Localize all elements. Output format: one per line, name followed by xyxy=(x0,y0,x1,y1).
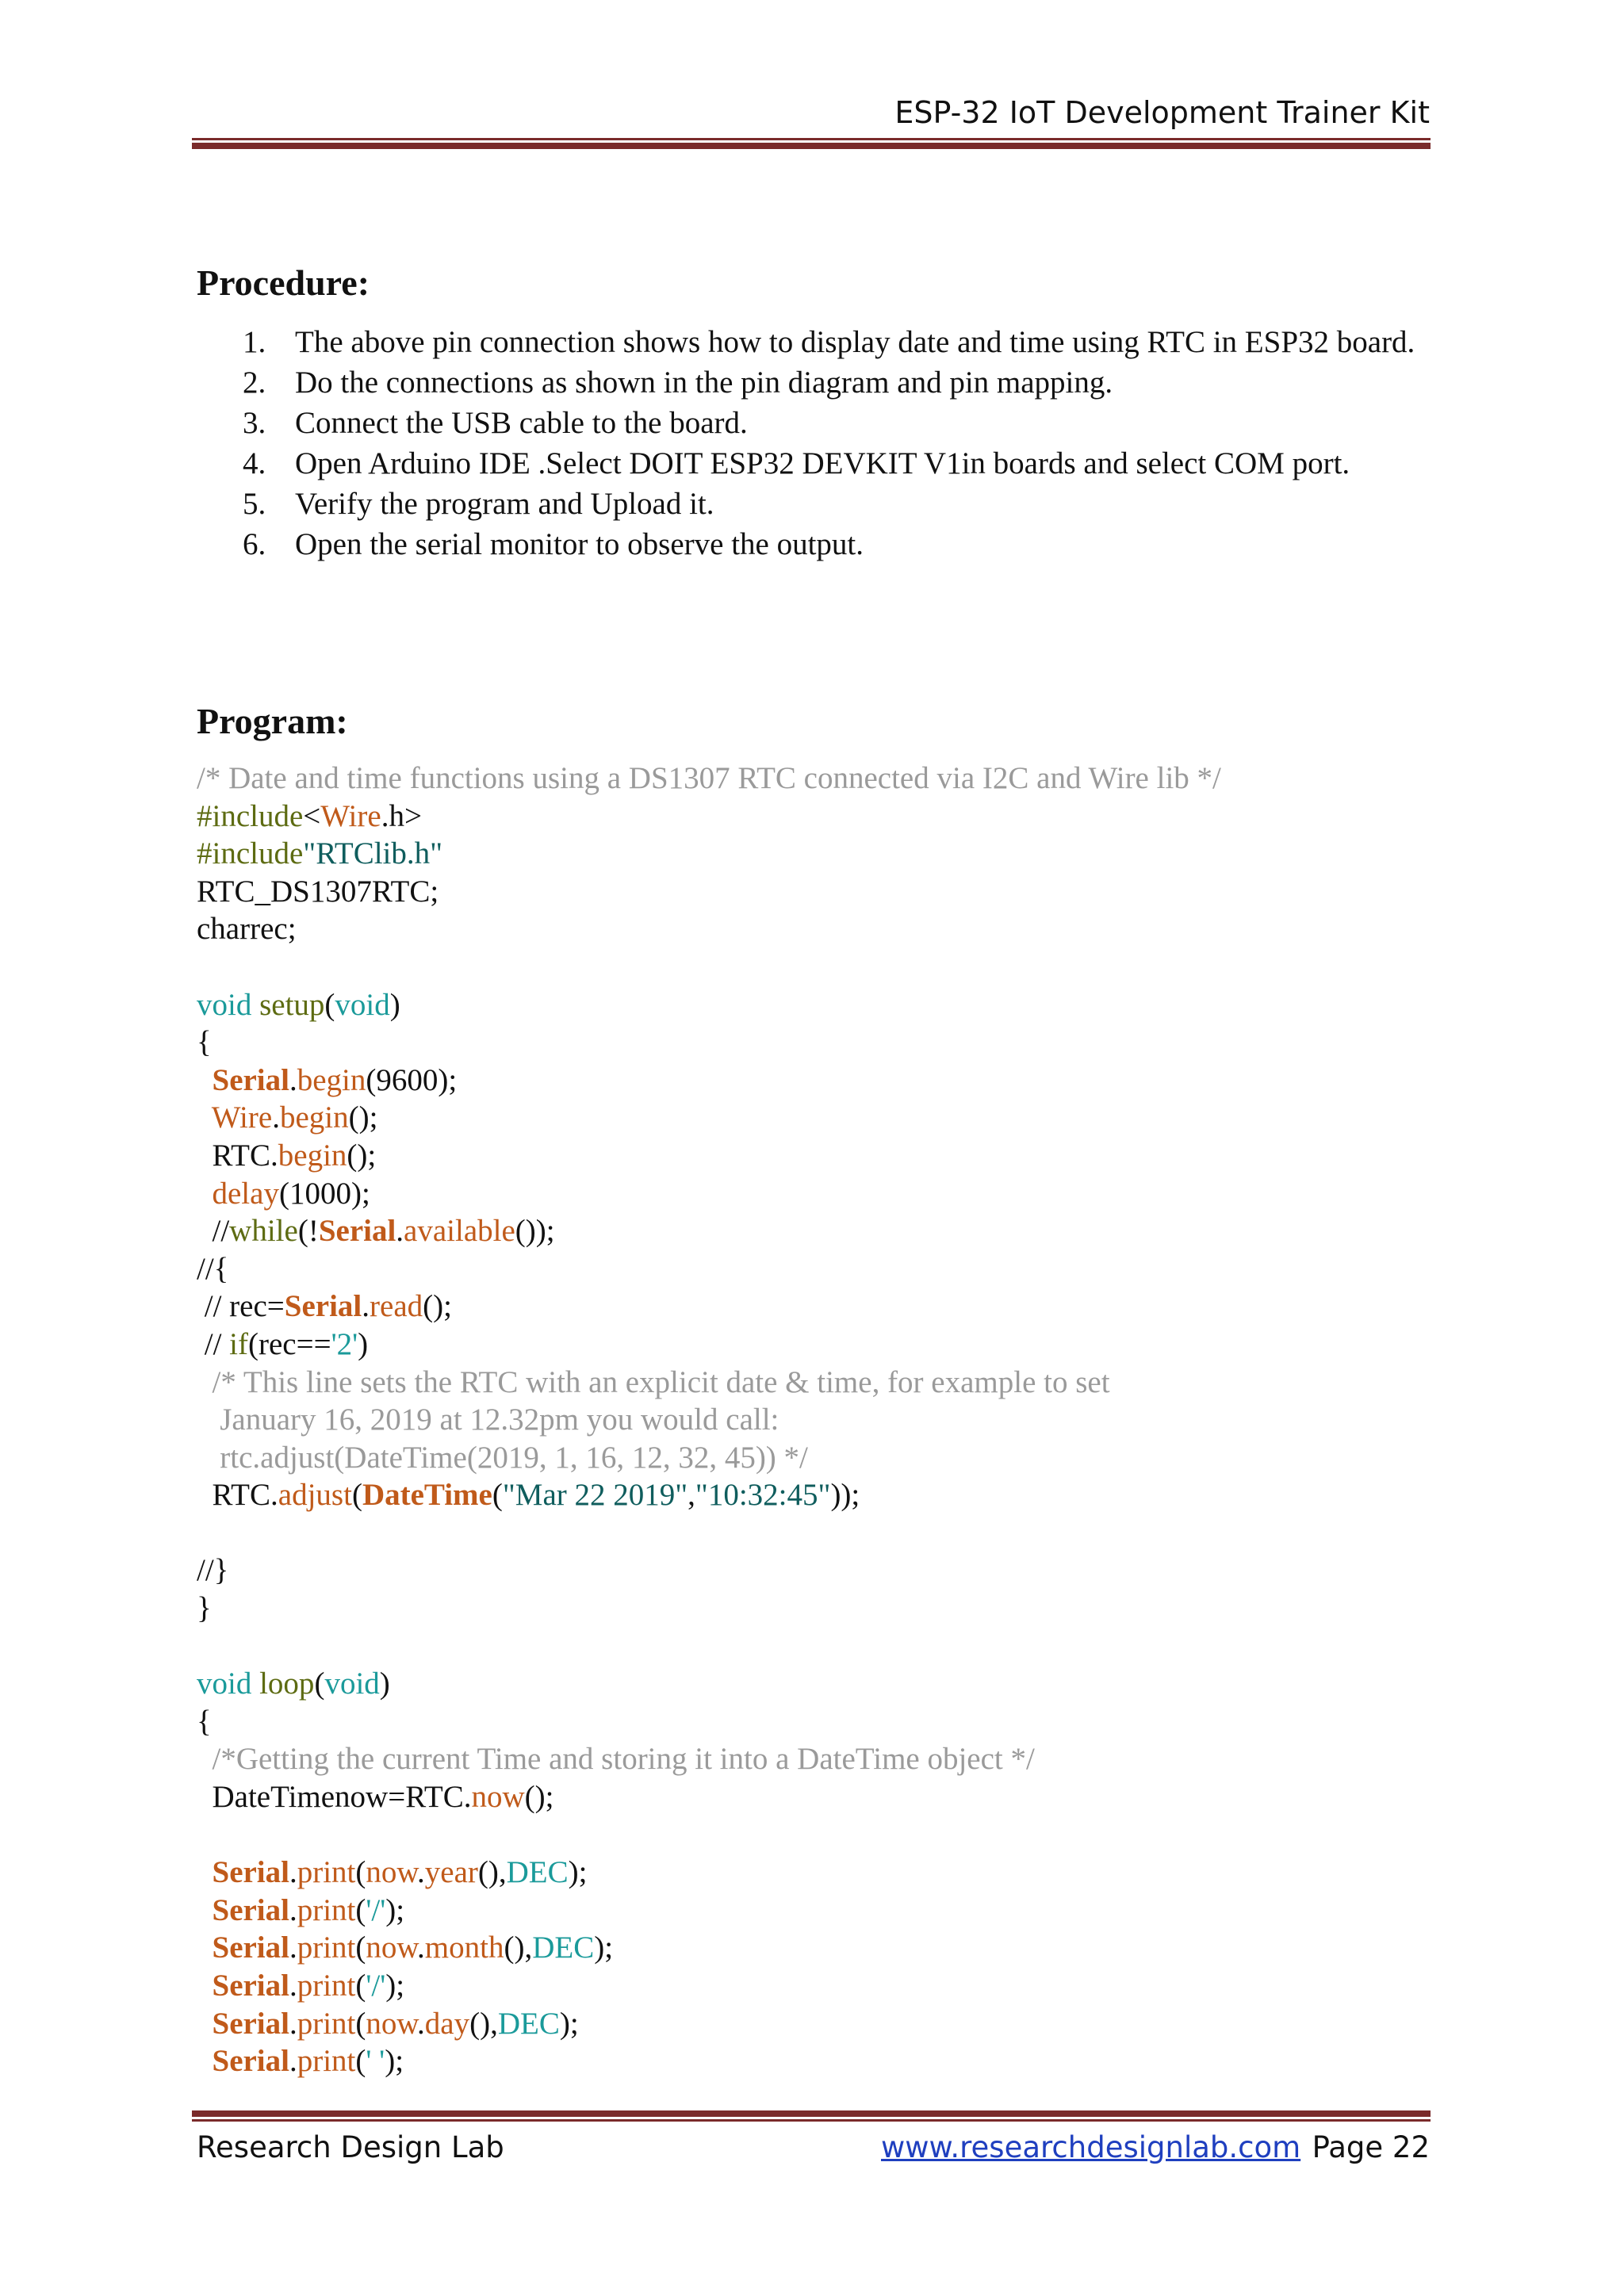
code-token xyxy=(251,1667,259,1701)
code-line xyxy=(197,835,1434,873)
code-token: < xyxy=(303,798,321,833)
code-token: )); xyxy=(830,1478,860,1513)
code-token xyxy=(197,1855,213,1889)
code-token: // xyxy=(197,1214,230,1249)
code-token: DEC xyxy=(497,2006,560,2041)
code-token: . xyxy=(289,1062,297,1097)
code-line xyxy=(197,948,1434,986)
code-token: ' ' xyxy=(366,2044,385,2079)
code-token: void xyxy=(324,1667,380,1701)
code-token: DateTime xyxy=(362,1478,492,1513)
code-line xyxy=(197,2042,1434,2080)
step-text: Connect the USB cable to the board. xyxy=(295,406,748,440)
code-token: void xyxy=(197,1667,252,1701)
code-token: . xyxy=(272,1100,280,1135)
code-token: ( xyxy=(355,1892,366,1927)
code-token: #include xyxy=(197,836,304,871)
code-line xyxy=(197,1929,1434,1967)
code-token: charrec; xyxy=(197,912,297,947)
code-token: . xyxy=(289,1931,297,1965)
code-line xyxy=(197,1137,1434,1175)
program-code-block xyxy=(197,760,1434,2080)
code-token: delay xyxy=(212,1176,279,1211)
code-token: . xyxy=(396,1214,404,1249)
code-token: /*Getting the current Time and storing it into a DateTime object */ xyxy=(197,1742,1035,1777)
code-line xyxy=(197,760,1434,798)
code-line xyxy=(197,1590,1434,1628)
code-token: Serial xyxy=(212,1062,289,1097)
code-token: Serial xyxy=(212,2006,289,2041)
footer-rule-thick xyxy=(192,2110,1431,2117)
code-token: . xyxy=(362,1289,370,1324)
code-token: //{ xyxy=(197,1251,229,1286)
code-token: Wire xyxy=(320,798,381,833)
code-token: ( xyxy=(314,1667,325,1701)
code-token: rtc.adjust(DateTime(2019, 1, 16, 12, 32, 45)) */ xyxy=(197,1440,808,1475)
code-token: // xyxy=(197,1326,230,1361)
step-number: 5. xyxy=(243,487,266,521)
code-token: ); xyxy=(385,1892,405,1927)
code-token: '/' xyxy=(366,1969,386,2003)
code-token: DEC xyxy=(532,1931,595,1965)
code-token: RTC_DS1307RTC; xyxy=(197,874,439,909)
procedure-step xyxy=(197,484,1434,524)
code-token: print xyxy=(297,2044,356,2079)
code-token: ( xyxy=(324,987,335,1022)
code-token: '2' xyxy=(331,1326,358,1361)
program-heading: Program: xyxy=(197,701,348,741)
code-token: ) xyxy=(358,1326,369,1361)
procedure-heading: Procedure: xyxy=(197,262,370,303)
step-number: 4. xyxy=(243,446,266,480)
code-token: (), xyxy=(469,2006,498,2041)
code-token: "Mar 22 2019" xyxy=(502,1478,688,1513)
code-token: .h> xyxy=(381,798,422,833)
code-line xyxy=(197,1439,1434,1477)
code-token: /* This line sets the RTC with an explicit date & time, for example to set xyxy=(197,1364,1110,1399)
code-line xyxy=(197,1326,1434,1364)
code-token: loop xyxy=(259,1667,315,1701)
code-token: ); xyxy=(385,2044,404,2079)
code-token: (); xyxy=(524,1780,554,1815)
code-token: Serial xyxy=(212,1969,289,2003)
header-title: ESP-32 IoT Development Trainer Kit xyxy=(894,95,1430,130)
code-token: adjust xyxy=(278,1478,352,1513)
header-rule-thin xyxy=(192,138,1431,140)
code-line xyxy=(197,1703,1434,1741)
code-token: (); xyxy=(423,1289,452,1324)
procedure-step xyxy=(197,322,1434,362)
code-token: begin xyxy=(279,1100,349,1135)
code-token: print xyxy=(297,1855,356,1890)
code-token: ); xyxy=(559,2006,579,2041)
code-token: "RTClib.h" xyxy=(303,836,443,871)
code-line xyxy=(197,1552,1434,1590)
code-token: DEC xyxy=(506,1855,569,1890)
code-token: print xyxy=(297,2006,356,2041)
code-token: (rec== xyxy=(248,1326,331,1361)
procedure-steps xyxy=(197,322,1434,564)
code-token: ( xyxy=(355,1931,366,1965)
code-token: ( xyxy=(355,1855,366,1890)
code-token: . xyxy=(289,1892,297,1927)
code-token: if xyxy=(229,1326,248,1361)
code-token: ( xyxy=(492,1478,503,1513)
code-token xyxy=(197,1100,212,1135)
code-line xyxy=(197,1628,1434,1666)
code-token: ) xyxy=(379,1667,390,1701)
code-line xyxy=(197,1816,1434,1854)
code-token: void xyxy=(197,987,252,1022)
code-token: /* Date and time functions using a DS1307 RTC connected via I2C and Wire lib */ xyxy=(197,761,1221,795)
code-line xyxy=(197,1665,1434,1703)
code-token: { xyxy=(197,1704,212,1739)
code-token: #include xyxy=(197,798,304,833)
procedure-step xyxy=(197,403,1434,443)
code-token: Serial xyxy=(318,1214,396,1249)
code-token: RTC. xyxy=(197,1478,278,1513)
code-line xyxy=(197,1099,1434,1137)
code-token: "10:32:45" xyxy=(695,1478,831,1513)
code-line xyxy=(197,986,1434,1024)
code-token: ( xyxy=(351,1478,362,1513)
code-token: now xyxy=(366,2006,418,2041)
code-token: (! xyxy=(297,1214,319,1249)
code-token: day xyxy=(424,2006,470,2041)
step-text: Verify the program and Upload it. xyxy=(295,487,714,521)
code-line xyxy=(197,1401,1434,1439)
footer-page-number: Page 22 xyxy=(1312,2130,1430,2164)
code-token xyxy=(197,2044,213,2078)
code-token: available xyxy=(404,1214,515,1249)
code-line xyxy=(197,1024,1434,1062)
step-number: 1. xyxy=(243,325,266,359)
code-token: Serial xyxy=(212,2044,289,2079)
code-token: . xyxy=(289,2044,297,2079)
code-line xyxy=(197,1967,1434,2005)
code-token: (1000); xyxy=(278,1176,370,1211)
code-token: while xyxy=(229,1214,298,1249)
code-line xyxy=(197,910,1434,948)
code-token: //} xyxy=(197,1553,229,1588)
code-token: (); xyxy=(347,1138,377,1173)
code-token: ( xyxy=(355,2044,366,2079)
code-token: . xyxy=(289,2006,297,2041)
code-token: ()); xyxy=(515,1214,555,1249)
code-token: print xyxy=(297,1969,356,2003)
code-token: setup xyxy=(259,987,325,1022)
code-line xyxy=(197,1778,1434,1816)
code-token: . xyxy=(289,1855,297,1890)
code-token: print xyxy=(297,1892,356,1927)
code-token xyxy=(197,1931,213,1965)
procedure-step xyxy=(197,362,1434,403)
code-line xyxy=(197,1740,1434,1778)
code-token xyxy=(197,2007,213,2041)
footer-rule-thin xyxy=(192,2119,1431,2122)
code-line xyxy=(197,1062,1434,1100)
code-token: read xyxy=(370,1289,423,1324)
code-line xyxy=(197,2005,1434,2043)
step-text: Open the serial monitor to observe the output. xyxy=(295,527,864,561)
code-token: begin xyxy=(278,1138,347,1173)
code-token: year xyxy=(424,1855,478,1890)
code-token: Serial xyxy=(212,1892,289,1927)
code-token: print xyxy=(297,1931,356,1965)
code-token: } xyxy=(197,1591,212,1626)
code-token: Serial xyxy=(284,1289,362,1324)
code-token: begin xyxy=(297,1062,366,1097)
footer-website-link[interactable]: www.researchdesignlab.com xyxy=(881,2130,1301,2164)
step-text: Do the connections as shown in the pin diagram and pin mapping. xyxy=(295,365,1113,400)
code-token: Wire xyxy=(211,1100,273,1135)
code-token: (); xyxy=(348,1100,378,1135)
code-token: ); xyxy=(568,1855,588,1890)
code-token: ); xyxy=(594,1931,614,1965)
procedure-step xyxy=(197,443,1434,484)
code-token: { xyxy=(197,1025,212,1060)
code-token: ); xyxy=(385,1969,405,2003)
code-token: DateTimenow=RTC. xyxy=(197,1780,472,1815)
code-line xyxy=(197,798,1434,836)
procedure-step xyxy=(197,524,1434,564)
code-token: ( xyxy=(355,1969,366,2003)
code-token xyxy=(197,1063,213,1097)
code-token: Serial xyxy=(212,1931,289,1965)
code-token: // rec= xyxy=(197,1289,285,1324)
code-token: ( xyxy=(355,2006,366,2041)
code-token: . xyxy=(417,1855,425,1890)
code-token xyxy=(197,1177,213,1211)
footer-company: Research Design Lab xyxy=(197,2130,504,2164)
code-line xyxy=(197,1476,1434,1514)
code-token xyxy=(197,1969,213,2003)
code-line xyxy=(197,1212,1434,1250)
code-token: month xyxy=(424,1931,504,1965)
code-line xyxy=(197,1250,1434,1288)
code-token: void xyxy=(335,987,390,1022)
code-token: . xyxy=(289,1969,297,2003)
code-token: (), xyxy=(504,1931,533,1965)
code-line xyxy=(197,1514,1434,1552)
code-token: (9600); xyxy=(366,1062,458,1097)
code-line xyxy=(197,1892,1434,1930)
code-line xyxy=(197,1288,1434,1326)
code-token: now xyxy=(366,1931,418,1965)
code-line xyxy=(197,873,1434,911)
code-line xyxy=(197,1364,1434,1402)
step-number: 3. xyxy=(243,406,266,440)
code-token: '/' xyxy=(366,1892,386,1927)
code-token: Serial xyxy=(212,1855,289,1890)
code-token: now xyxy=(366,1855,418,1890)
code-token: ) xyxy=(389,987,400,1022)
code-token: January 16, 2019 at 12.32pm you would call: xyxy=(197,1402,779,1437)
header-rule-thick xyxy=(192,143,1431,149)
code-token xyxy=(251,988,259,1022)
code-token: . xyxy=(417,2006,425,2041)
code-line xyxy=(197,1854,1434,1892)
step-text: Open Arduino IDE .Select DOIT ESP32 DEVKIT V1in boards and select COM port. xyxy=(295,446,1350,480)
code-token: (), xyxy=(477,1855,507,1890)
step-number: 6. xyxy=(243,527,266,561)
step-number: 2. xyxy=(243,365,266,400)
code-token: , xyxy=(688,1478,695,1513)
code-token: . xyxy=(417,1931,425,1965)
code-line xyxy=(197,1175,1434,1213)
code-token: RTC. xyxy=(197,1138,278,1173)
step-text: The above pin connection shows how to display date and time using RTC in ESP32 board. xyxy=(295,325,1415,359)
code-token: now xyxy=(471,1780,525,1815)
code-token xyxy=(197,1893,213,1927)
